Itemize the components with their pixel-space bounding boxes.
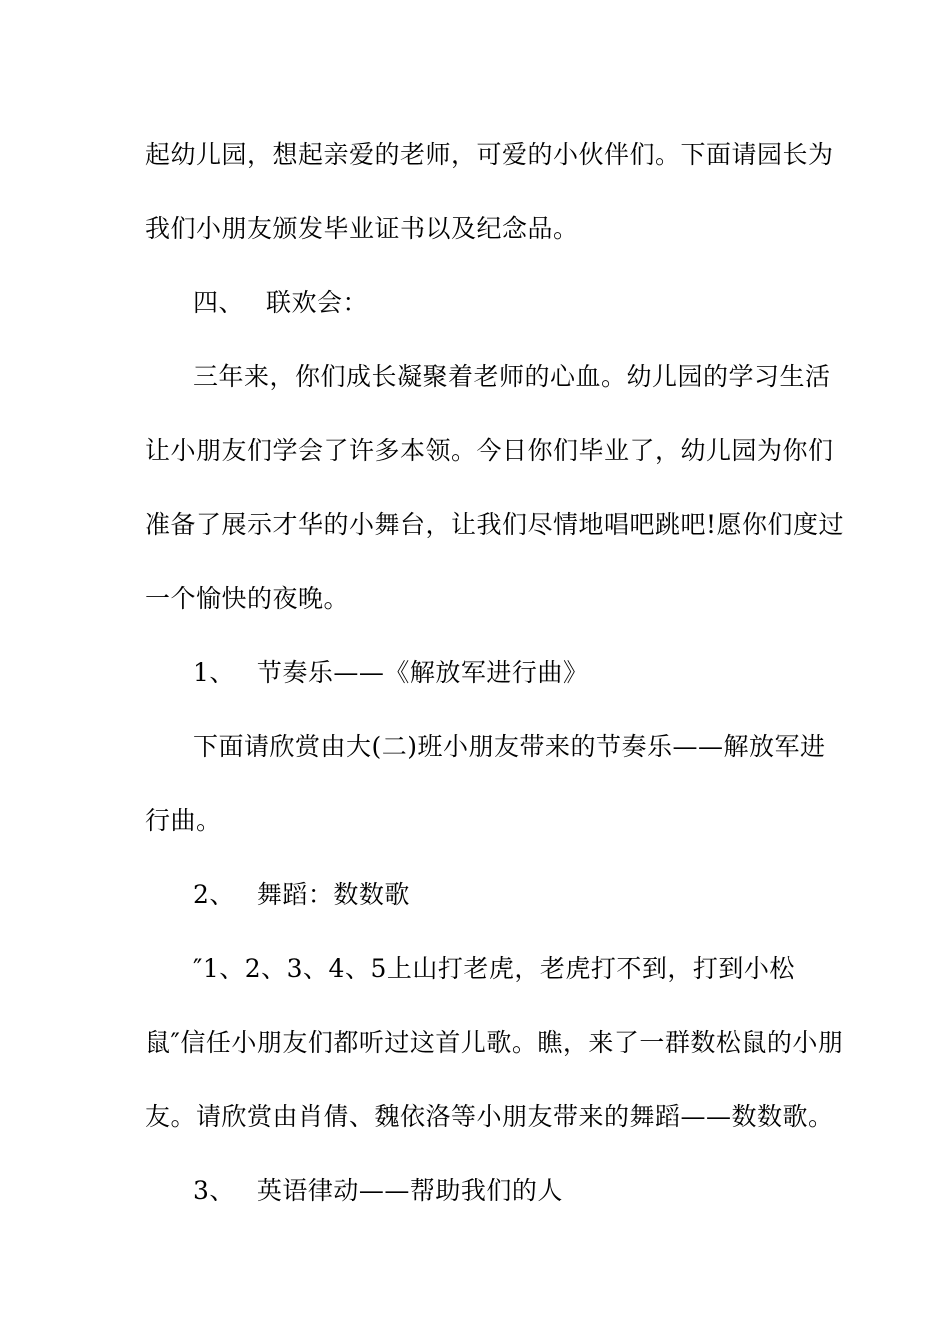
paragraph-line: 我们小朋友颁发毕业证书以及纪念品。 — [145, 214, 579, 243]
paragraph-line: 准备了展示才华的小舞台，让我们尽情地唱吧跳吧!愿你们度过 — [145, 510, 845, 539]
section-heading — [193, 877, 858, 913]
heading-number: 2、 — [193, 880, 235, 909]
paragraph-line: 让小朋友们学会了许多本领。今日你们毕业了，幼儿园为你们 — [145, 436, 834, 465]
section-heading — [193, 1173, 858, 1209]
paragraph-line: 一个愉快的夜晚。 — [145, 584, 350, 613]
heading-number: 3、 — [193, 1176, 235, 1205]
heading-title: 舞蹈：数数歌 — [256, 880, 410, 909]
heading-title: 节奏乐——《解放军进行曲》 — [256, 658, 589, 687]
paragraph-line: ″1、2、3、4、5上山打老虎，老虎打不到，打到小松 — [193, 954, 795, 983]
heading-number: 四、 — [193, 288, 245, 317]
heading-title: 英语律动——帮助我们的人 — [256, 1176, 563, 1205]
paragraph-line: 行曲。 — [145, 806, 222, 835]
paragraph-line: 起幼儿园，想起亲爱的老师，可爱的小伙伴们。下面请园长为 — [145, 140, 834, 169]
heading-title: 联欢会： — [266, 288, 369, 317]
paragraph-line: 友。请欣赏由肖倩、魏依洛等小朋友带来的舞蹈——数数歌。 — [145, 1102, 834, 1131]
paragraph-line: 鼠″信任小朋友们都听过这首儿歌。瞧，来了一群数松鼠的小朋 — [145, 1028, 844, 1057]
paragraph-line: 下面请欣赏由大(二)班小朋友带来的节奏乐——解放军进 — [193, 732, 826, 761]
heading-number: 1、 — [193, 658, 235, 687]
section-heading — [193, 655, 858, 691]
paragraph-line: 三年来，你们成长凝聚着老师的心血。幼儿园的学习生活 — [193, 362, 831, 391]
section-heading — [193, 285, 858, 321]
